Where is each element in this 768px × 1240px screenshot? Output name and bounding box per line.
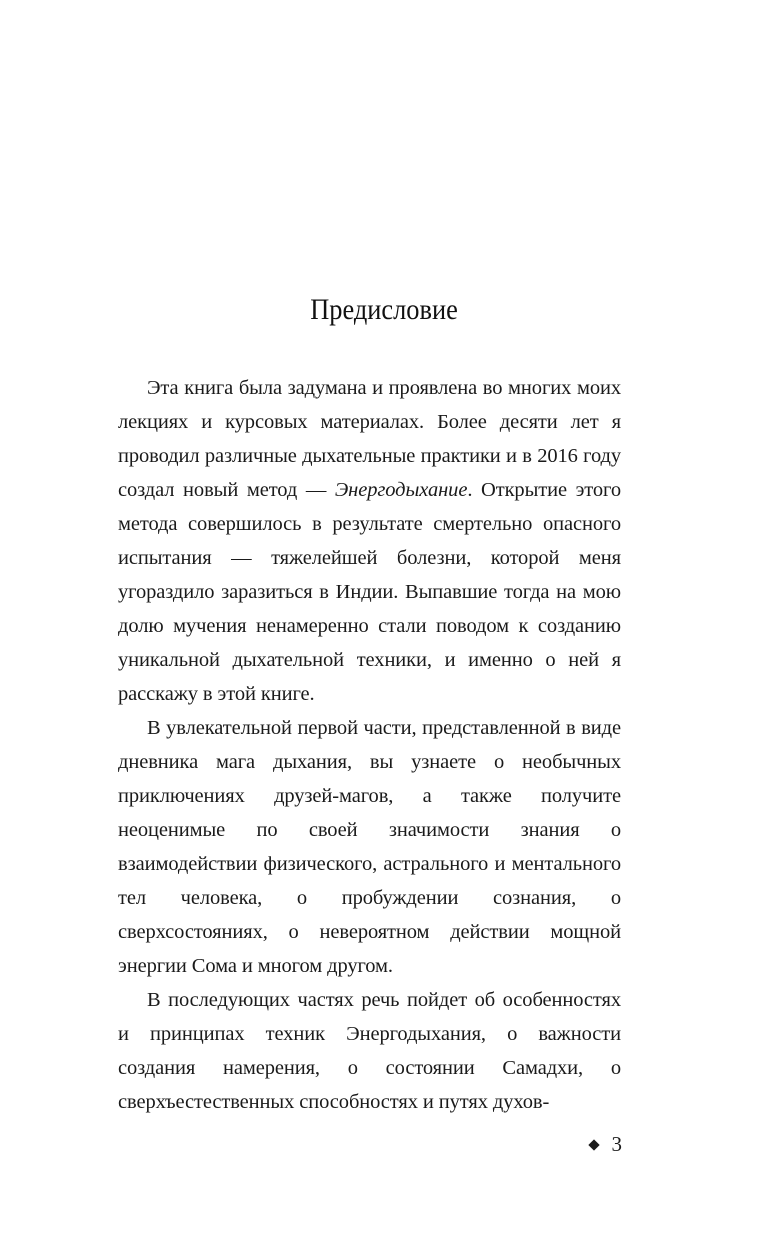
page-number: 3 xyxy=(611,1132,622,1156)
diamond-icon xyxy=(588,1139,599,1150)
body-text xyxy=(118,371,621,1119)
page-title: Предисловие xyxy=(310,293,458,326)
page-footer xyxy=(590,1130,623,1158)
paragraph-1-before: Эта книга была задумана и проявлена во многих моих лекциях и курсовых материалах. Более десяти лет я проводил различные дыхательные практики и в 2016 году создал новый метод — xyxy=(118,377,621,501)
paragraph-3: В последующих частях речь пойдет об особенностях и принципах техник Энергодыхания, о важности создания намерения, о состоянии Самадхи, о сверхъестественных способностях и путях духов- xyxy=(118,989,621,1113)
paragraph-1-after: . Открытие этого метода совершилось в результате смертельно опасного испытания — тяжелейшей болезни, которой меня угораздило заразиться в Индии. Выпавшие тогда на мою долю мучения ненамеренно стали поводом к созданию уникальной дыхательной техники, и именно о ней я расскажу в этой книге. xyxy=(118,479,621,705)
paragraph-1 xyxy=(118,371,621,711)
paragraph-2: В увлекательной первой части, представленной в виде дневника мага дыхания, вы узнаете о необычных приключениях друзей-магов, а также получите неоценимые по своей значимости знания о взаимодействии физического, астрального и ментального тел человека, о пробуждении сознания, о сверхсостояниях, о невероятном действии мощной энергии Сома и многом другом. xyxy=(118,717,621,977)
paragraph-1-emphasis: Энергодыхание xyxy=(334,479,468,501)
